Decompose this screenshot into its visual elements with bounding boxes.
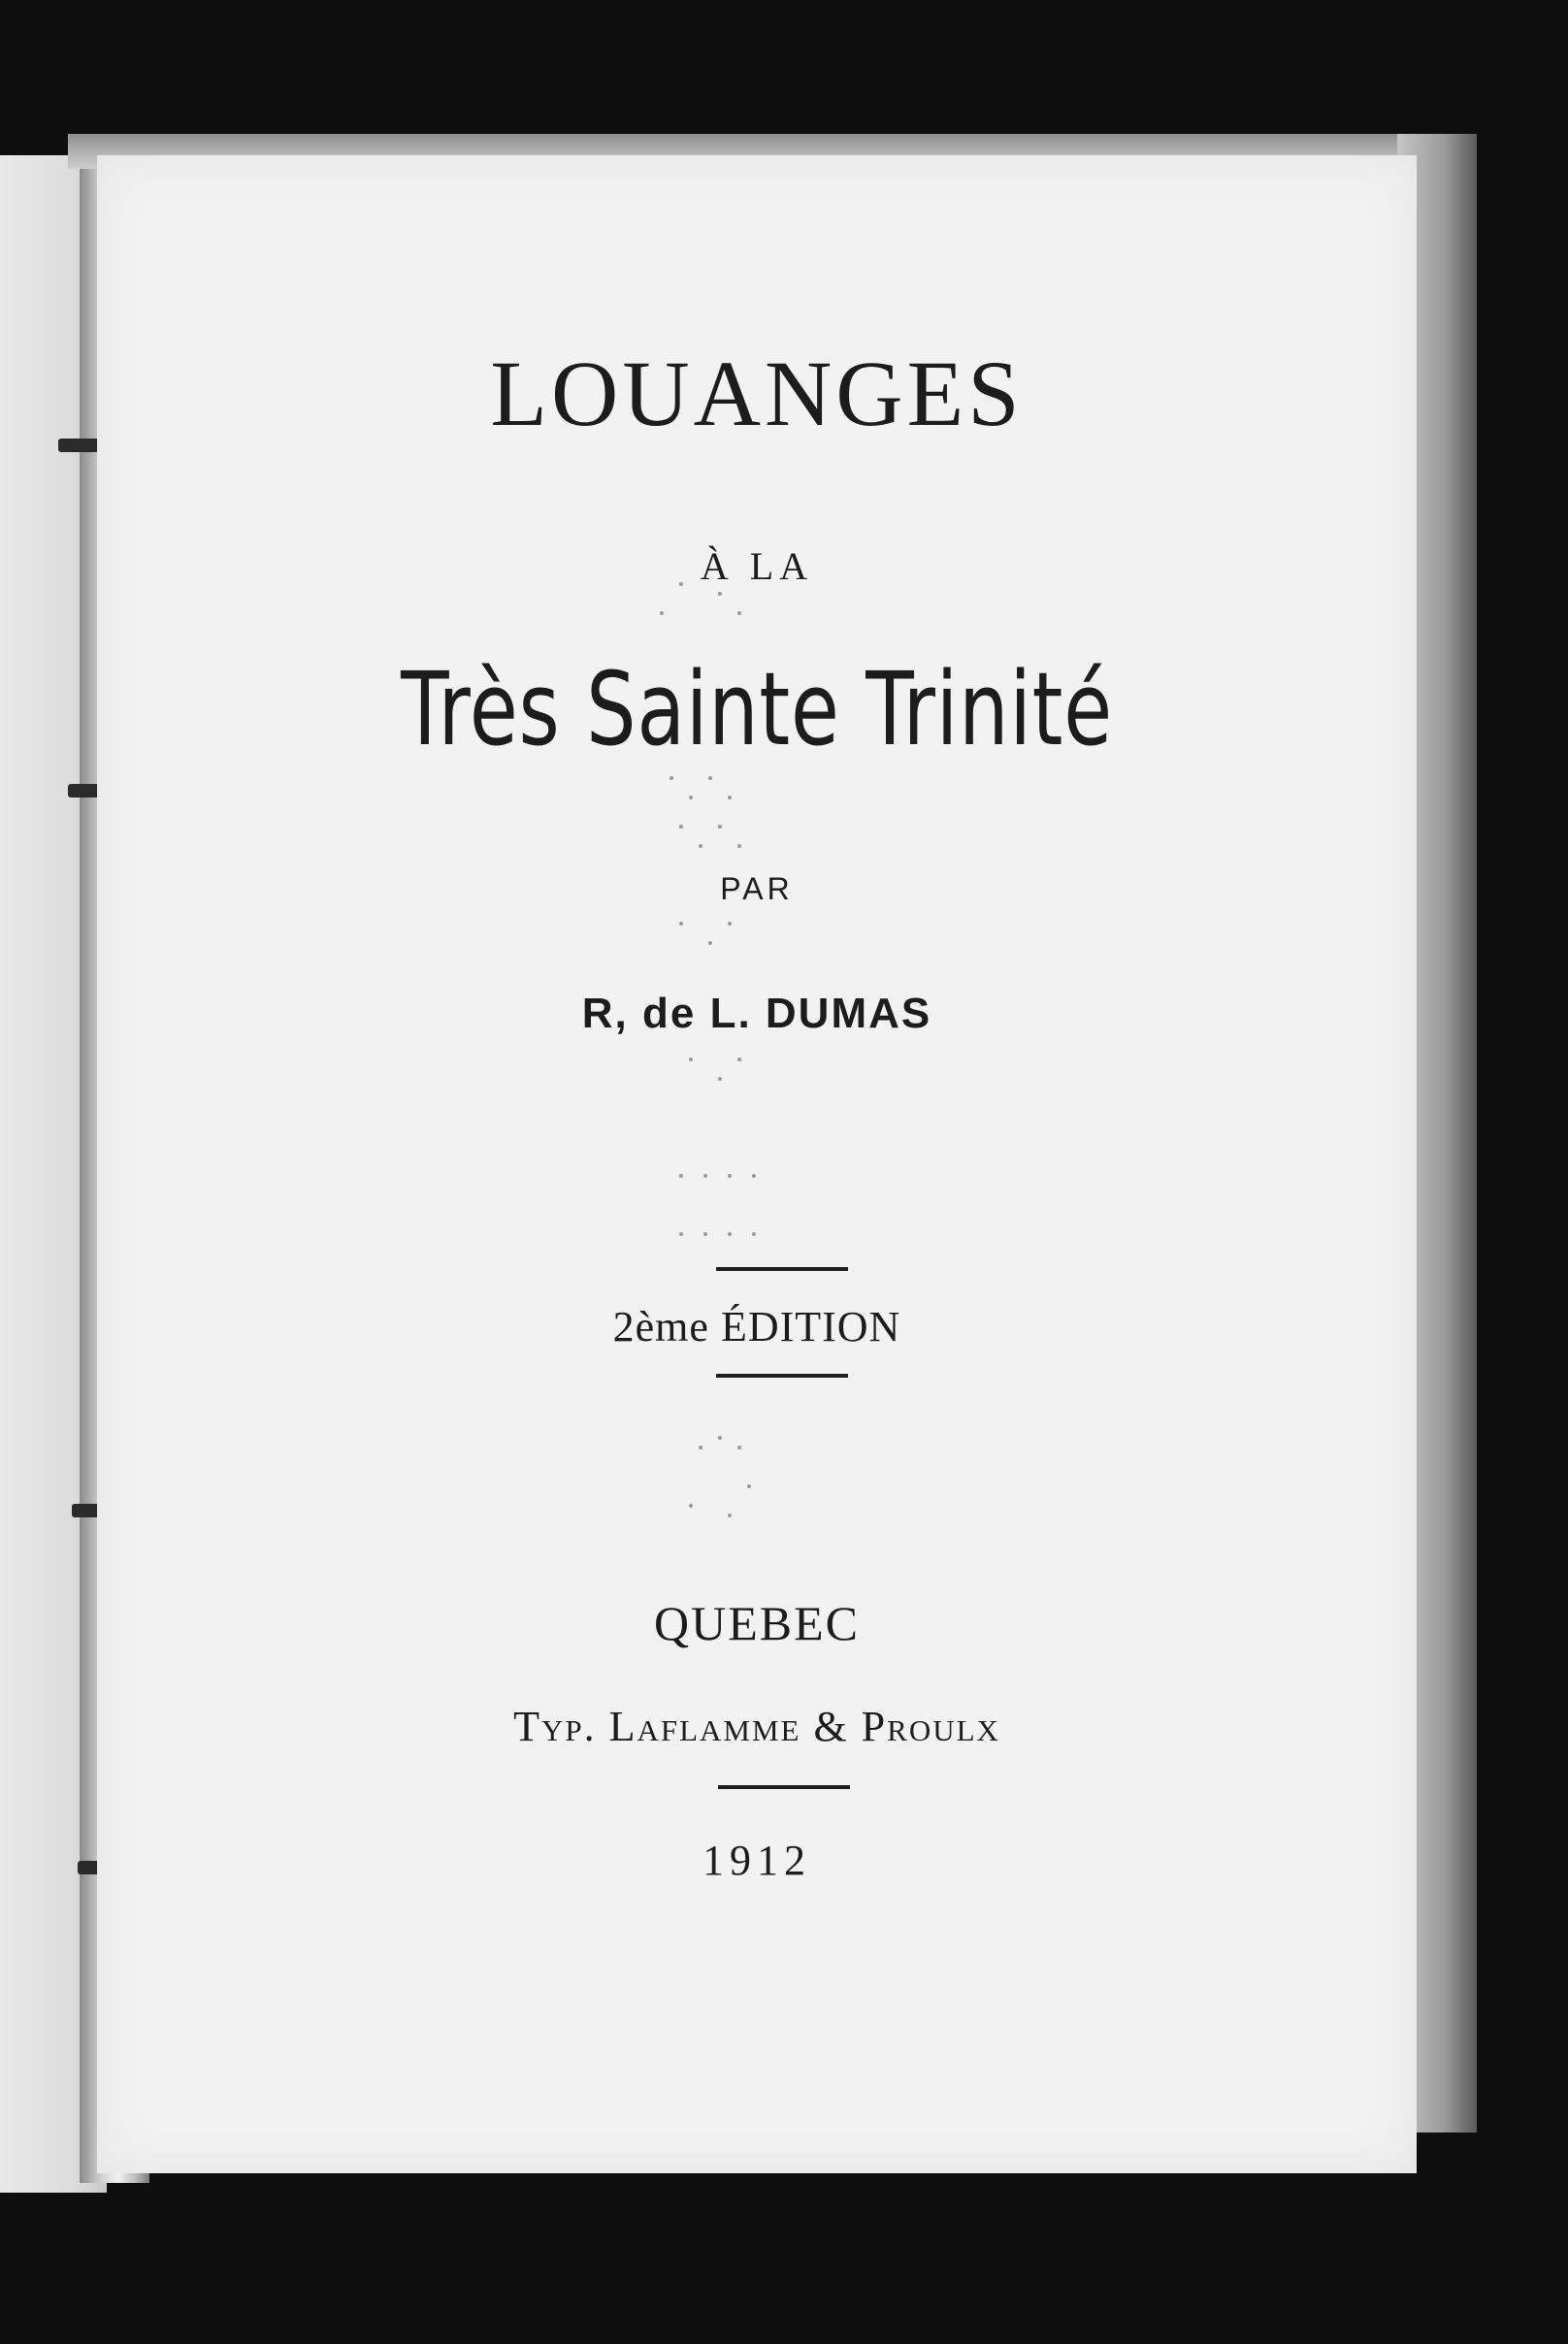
publication-year: 1912	[702, 1837, 811, 1884]
by-line: PAR	[720, 871, 794, 906]
divider-rule	[716, 1374, 848, 1378]
title-page	[97, 155, 1417, 2173]
author-name: R, de L. DUMAS	[581, 990, 932, 1037]
divider-rule	[718, 1785, 850, 1789]
divider-rule	[716, 1267, 848, 1271]
printer-name: Typ. Laflamme & Proulx	[513, 1703, 1000, 1750]
book-title: LOUANGES	[490, 342, 1024, 445]
publication-city: QUEBEC	[654, 1596, 860, 1650]
book-subject: Très Sainte Trinité	[401, 650, 1113, 768]
title-preposition: À LA	[700, 544, 814, 588]
edition-label: 2ème ÉDITION	[612, 1303, 901, 1351]
